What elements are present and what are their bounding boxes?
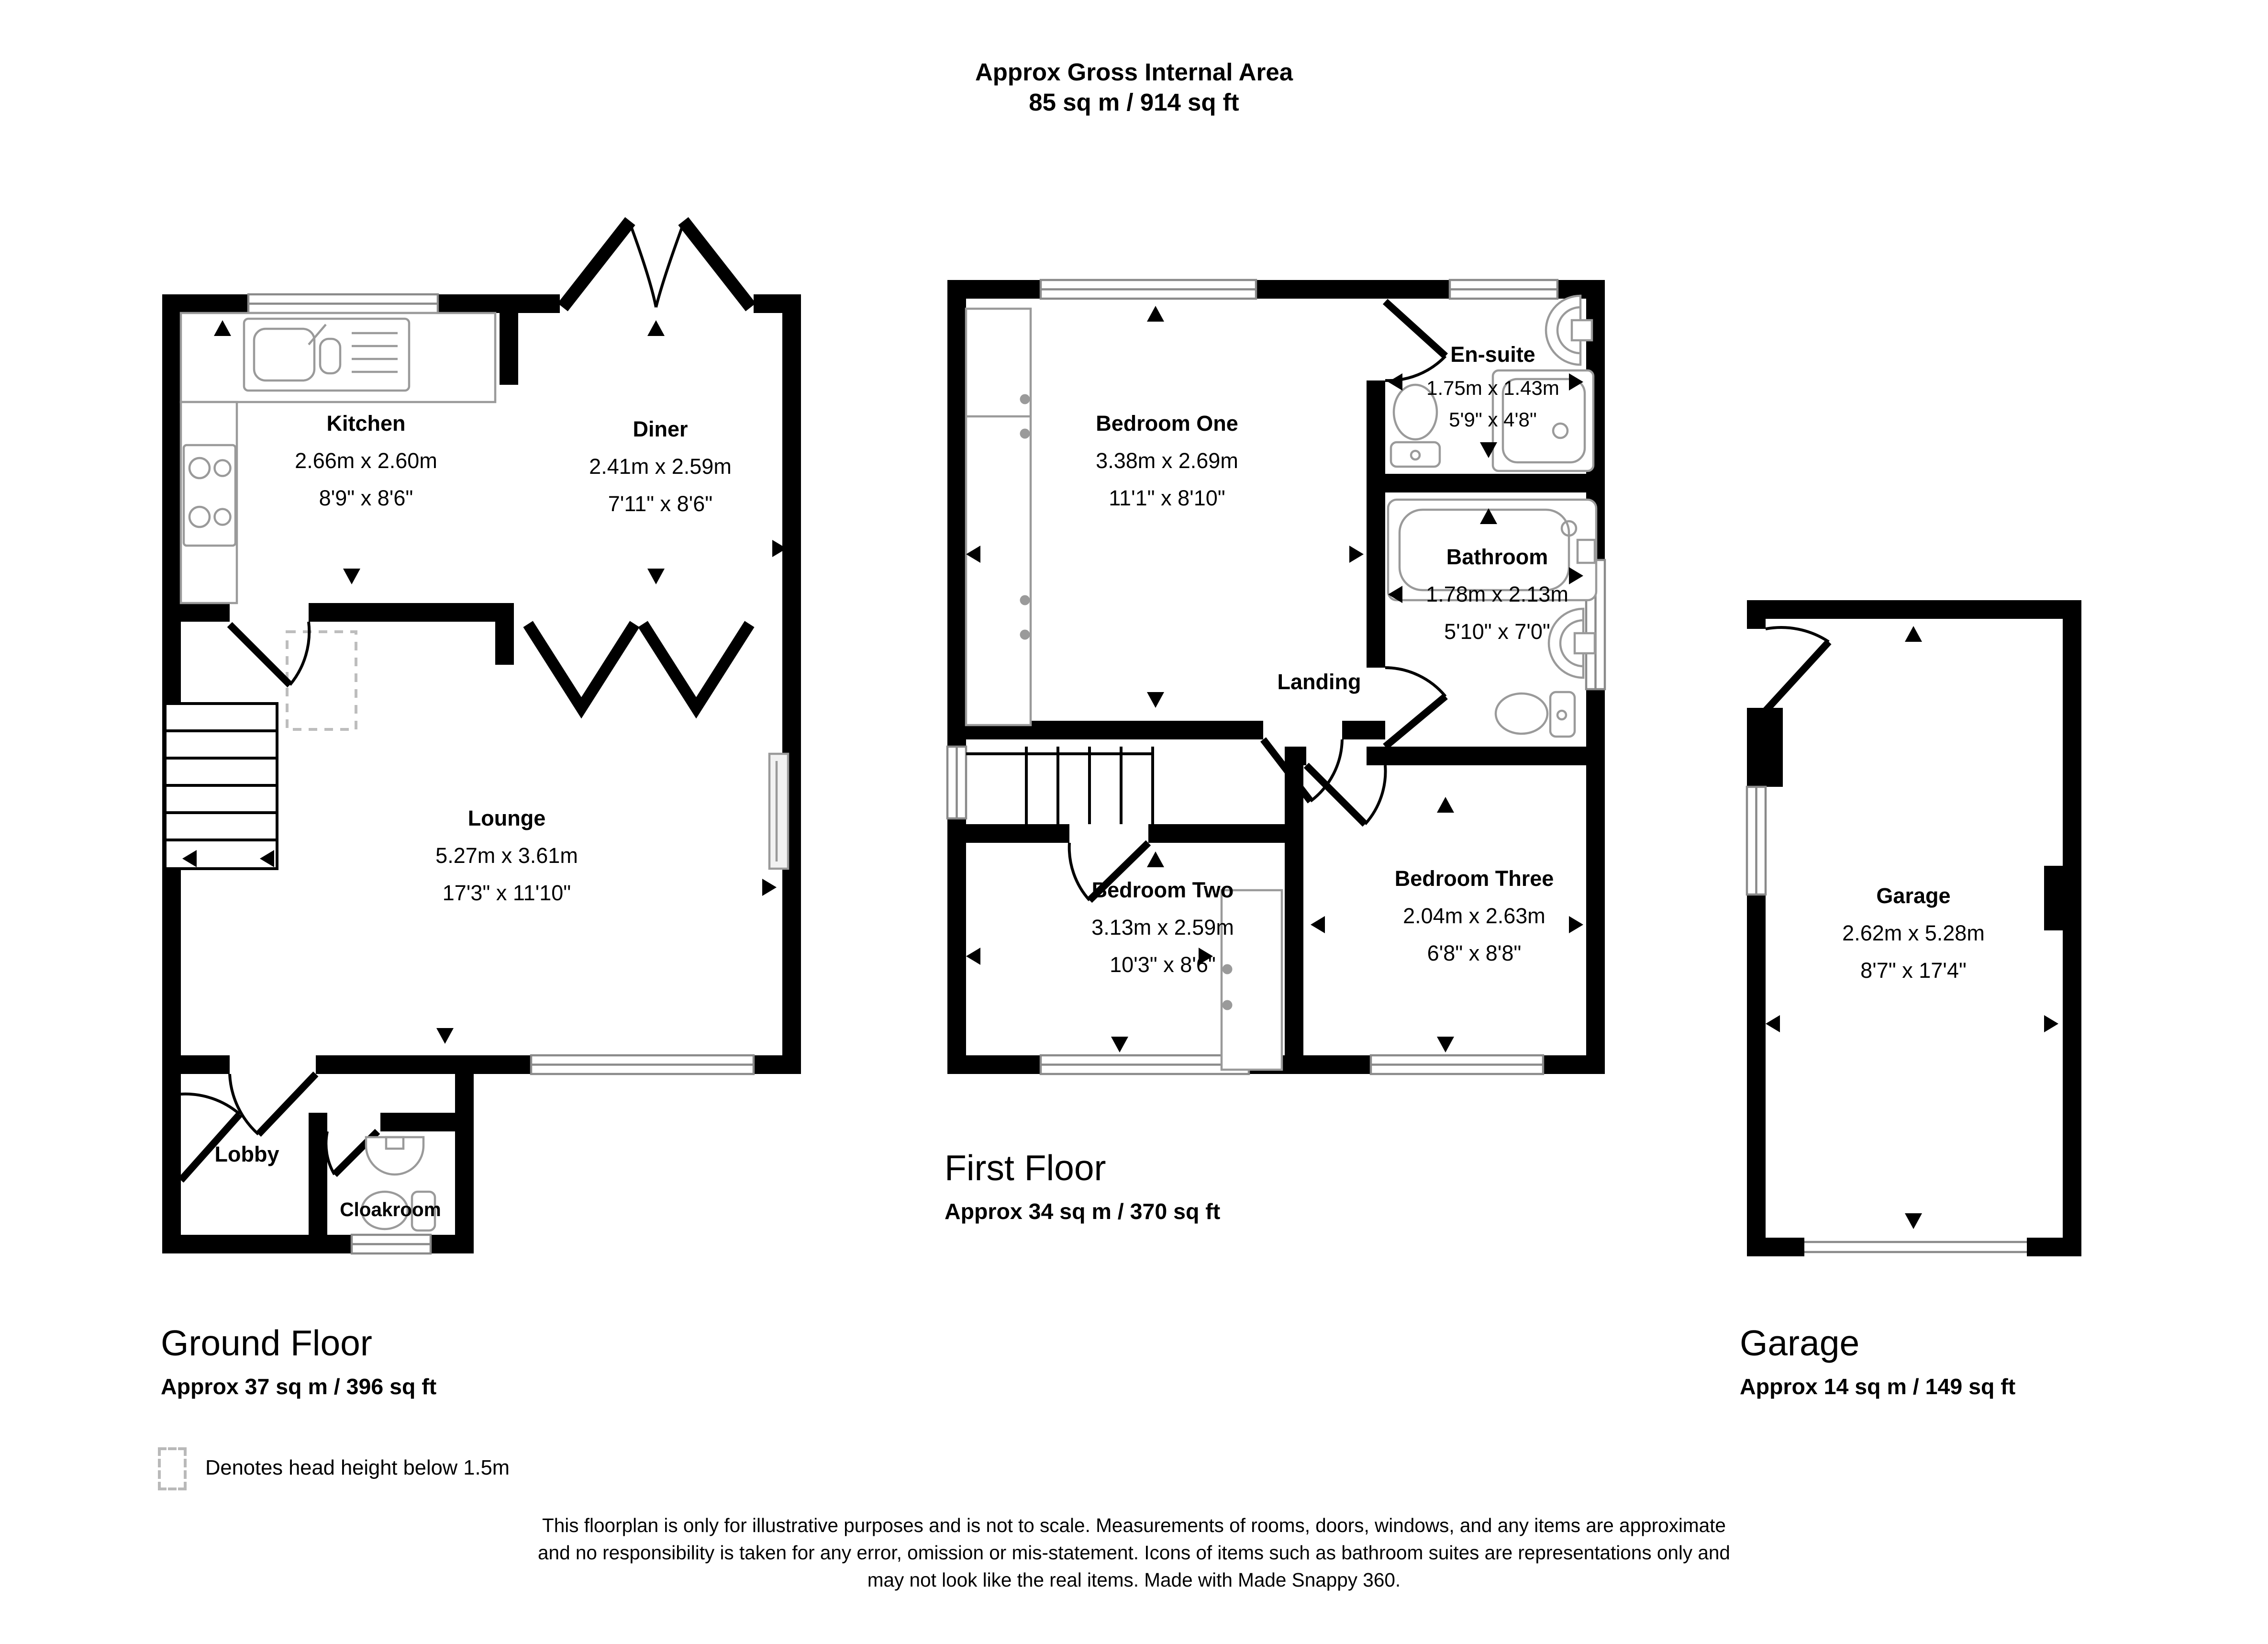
bedroom-three-window (1371, 1055, 1543, 1074)
fireplace (769, 754, 788, 869)
stairs-first (966, 747, 1153, 824)
disclaimer (0, 1512, 2268, 1594)
garage-title: Garage (1740, 1324, 1860, 1364)
disclaimer-line2: and no responsibility is taken for any error, omission or mis-statement. Icons of items such as bathroom suites are representations only and (538, 1542, 1730, 1564)
room-label-bedroom-three: Bedroom Three 2.04m x 2.63m 6'8" x 8'8" (1394, 867, 1554, 966)
disclaimer-line3: may not look like the real items. Made with Made Snappy 360. (867, 1569, 1401, 1591)
diner-bay (563, 221, 751, 307)
room-label-ensuite: En-suite 1.75m x 1.43m 5'9" x 4'8" (1426, 343, 1559, 431)
stairwell-window (947, 747, 966, 818)
ground-floor-title: Ground Floor (161, 1324, 372, 1364)
lounge-window (531, 1055, 754, 1074)
kitchen-window (248, 294, 438, 313)
ground-floor-area: Approx 37 sq m / 396 sq ft (161, 1376, 437, 1400)
cloakroom-sink-icon (366, 1137, 423, 1174)
cloakroom-window (352, 1235, 431, 1253)
room-label-kitchen: Kitchen 2.66m x 2.60m 8'9" x 8'6" (295, 412, 437, 511)
kitchen-sink-icon (244, 319, 409, 391)
page-title (0, 57, 2268, 118)
room-label-cloakroom: Cloakroom (340, 1199, 441, 1220)
bathroom-toilet-icon (1496, 692, 1575, 737)
first-floor-area: Approx 34 sq m / 370 sq ft (945, 1200, 1221, 1225)
room-label-bedroom-one: Bedroom One 3.38m x 2.69m 11'1" x 8'10" (1096, 412, 1238, 511)
head-height-legend-icon (158, 1447, 187, 1490)
room-label-bedroom-two: Bedroom Two 3.13m x 2.59m 10'3" x 8'6" (1091, 879, 1234, 978)
legend-text: Denotes head height below 1.5m (205, 1457, 510, 1480)
room-label-lounge: Lounge 5.27m x 3.61m 17'3" x 11'10" (435, 807, 578, 906)
garage-area: Approx 14 sq m / 149 sq ft (1740, 1376, 2016, 1400)
garage-window (1747, 787, 1766, 895)
bedroom-one-wardrobe (966, 309, 1031, 725)
garage-door (1804, 1242, 2027, 1252)
first-floor-title: First Floor (945, 1149, 1106, 1189)
bedroom-one-window (1041, 280, 1256, 299)
head-height-zone (287, 632, 356, 729)
room-label-landing: Landing (1277, 671, 1361, 695)
lounge-lobby-door (230, 1074, 316, 1134)
bathroom-door (1385, 668, 1445, 747)
room-label-lobby: Lobby (214, 1143, 279, 1167)
ground-floor-plan (151, 215, 825, 1264)
page-title-line1: Approx Gross Internal Area (975, 59, 1293, 86)
room-label-garage: Garage 2.62m x 5.28m 8'7" x 17'4" (1842, 884, 1985, 984)
legend (158, 1447, 510, 1490)
room-label-diner: Diner 2.41m x 2.59m 7'11" x 8'6" (589, 418, 732, 517)
page-title-line2: 85 sq m / 914 sq ft (1029, 89, 1239, 116)
bedroom-two-window (1041, 1055, 1249, 1074)
garage-side-door (1766, 627, 1829, 711)
hob-icon (184, 445, 235, 546)
room-label-bathroom: Bathroom 1.78m x 2.13m 5'10" x 7'0" (1426, 546, 1568, 645)
disclaimer-line1: This floorplan is only for illustrative purposes and is not to scale. Measurements of rooms, doors, windows, and any items are approximate (542, 1515, 1726, 1536)
stairs-ground (165, 704, 277, 869)
ensuite-window (1450, 280, 1557, 299)
double-door-chevrons (531, 629, 746, 708)
